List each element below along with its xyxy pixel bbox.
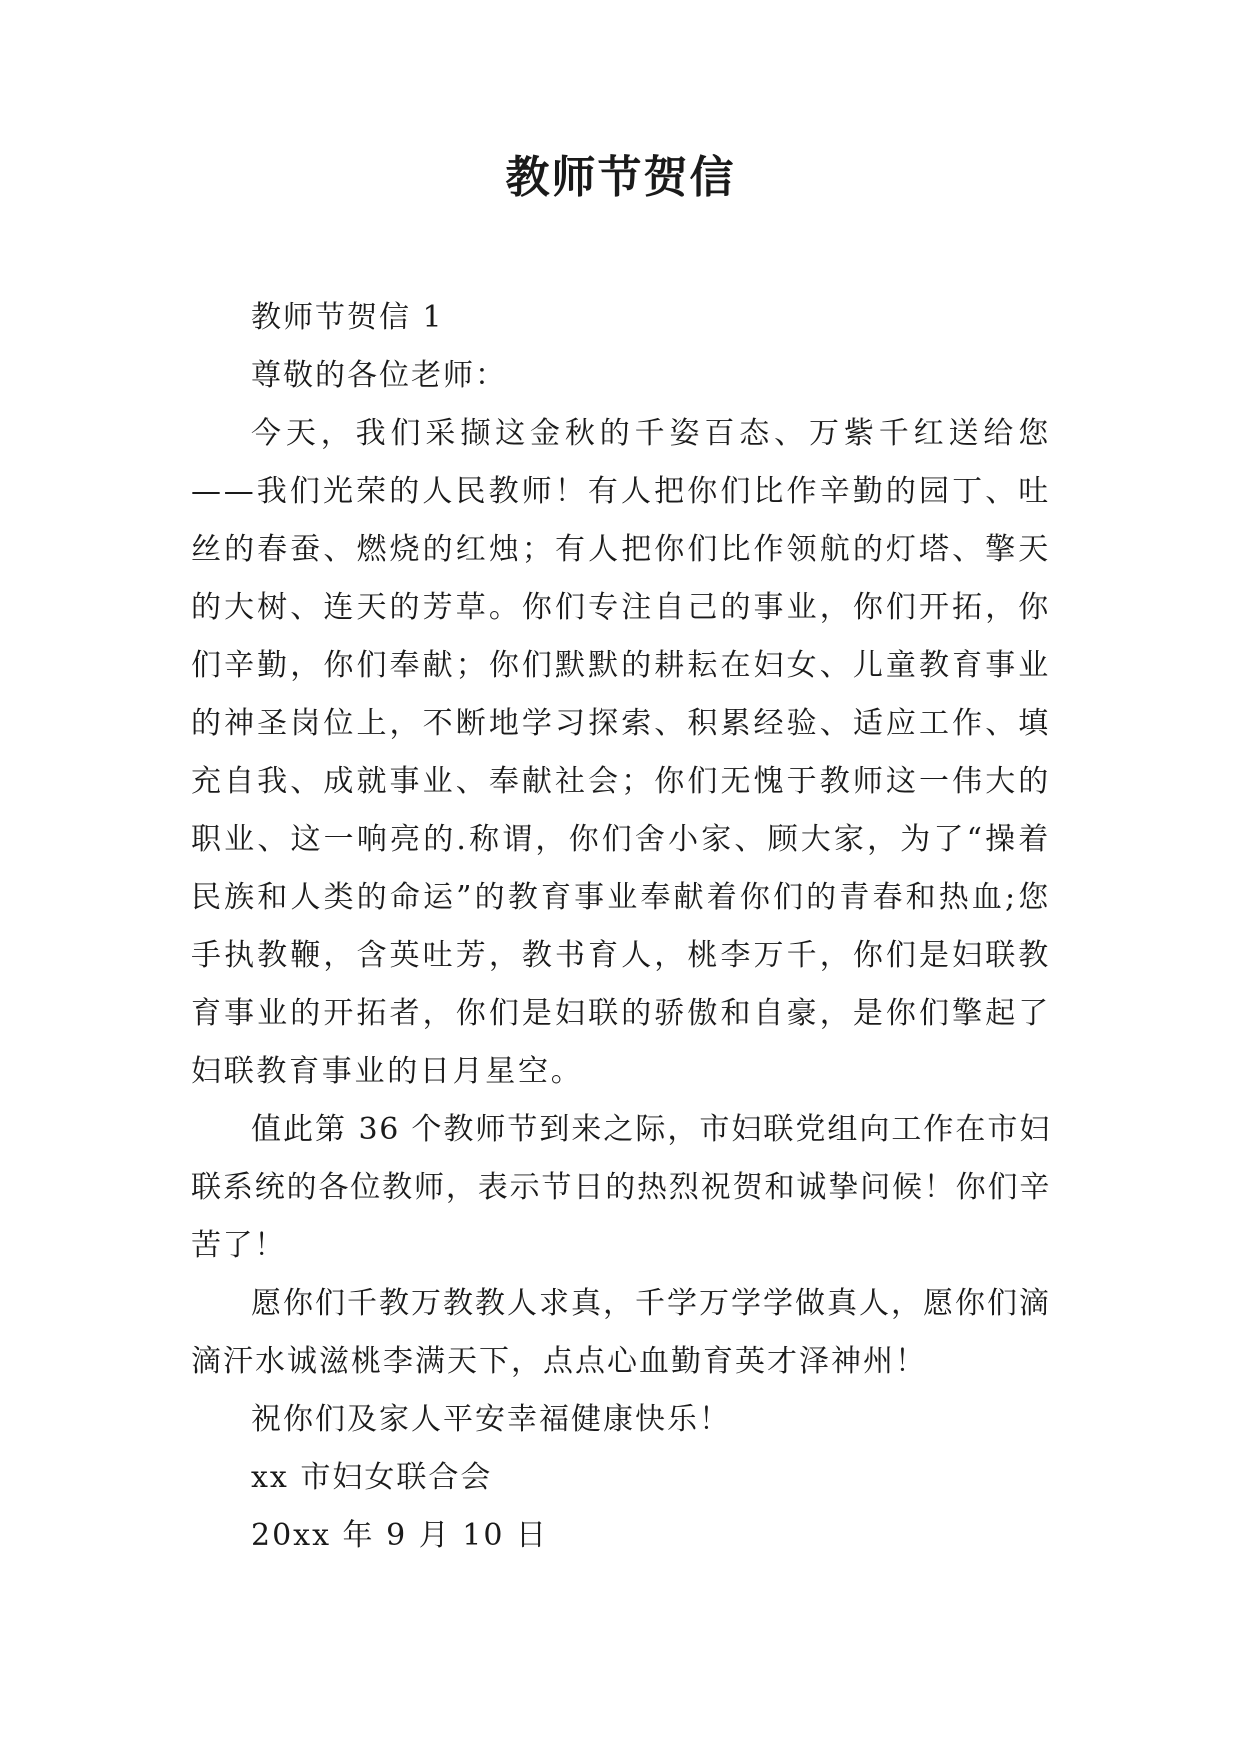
- letter-paragraph-1: 今天，我们采撷这金秋的千姿百态、万紫千红送给您——我们光荣的人民教师！有人把你们比作辛勤的园丁、吐丝的春蚕、燃烧的红烛；有人把你们比作领航的灯塔、擎天的大树、连天的芳草。你们专注自己的事业，你们开拓，你们辛勤，你们奉献；你们默默的耕耘在妇女、儿童教育事业的神圣岗位上，不断地学习探索、积累经验、适应工作、填充自我、成就事业、奉献社会；你们无愧于教师这一伟大的职业、这一响亮的.称谓，你们舍小家、顾大家，为了“操着民族和人类的命运”的教育事业奉献着你们的青春和热血;您手执教鞭，含英吐芳，教书育人，桃李万千，你们是妇联教育事业的开拓者，你们是妇联的骄傲和自豪，是你们擎起了妇联教育事业的日月星空。: [191, 416, 1051, 1089]
- letter-body: [191, 289, 1051, 1565]
- letter-closing: 祝你们及家人平安幸福健康快乐！: [251, 1402, 731, 1437]
- letter-paragraph-3: 愿你们千教万教教人求真，千学万学学做真人，愿你们滴滴汗水诚滋桃李满天下，点点心血勤育英才泽神州！: [191, 1286, 1051, 1379]
- letter-paragraph-2: 值此第 36 个教师节到来之际，市妇联党组向工作在市妇联系统的各位教师，表示节日的热烈祝贺和诚挚问候！你们辛苦了！: [191, 1112, 1051, 1263]
- letter-heading: 教师节贺信 1: [251, 300, 444, 335]
- document-title: 教师节贺信: [505, 152, 736, 203]
- letter-salutation: 尊敬的各位老师：: [251, 358, 507, 393]
- letter-date: 20xx 年 9 月 10 日: [251, 1518, 548, 1553]
- letter-signature: xx 市妇女联合会: [251, 1460, 493, 1495]
